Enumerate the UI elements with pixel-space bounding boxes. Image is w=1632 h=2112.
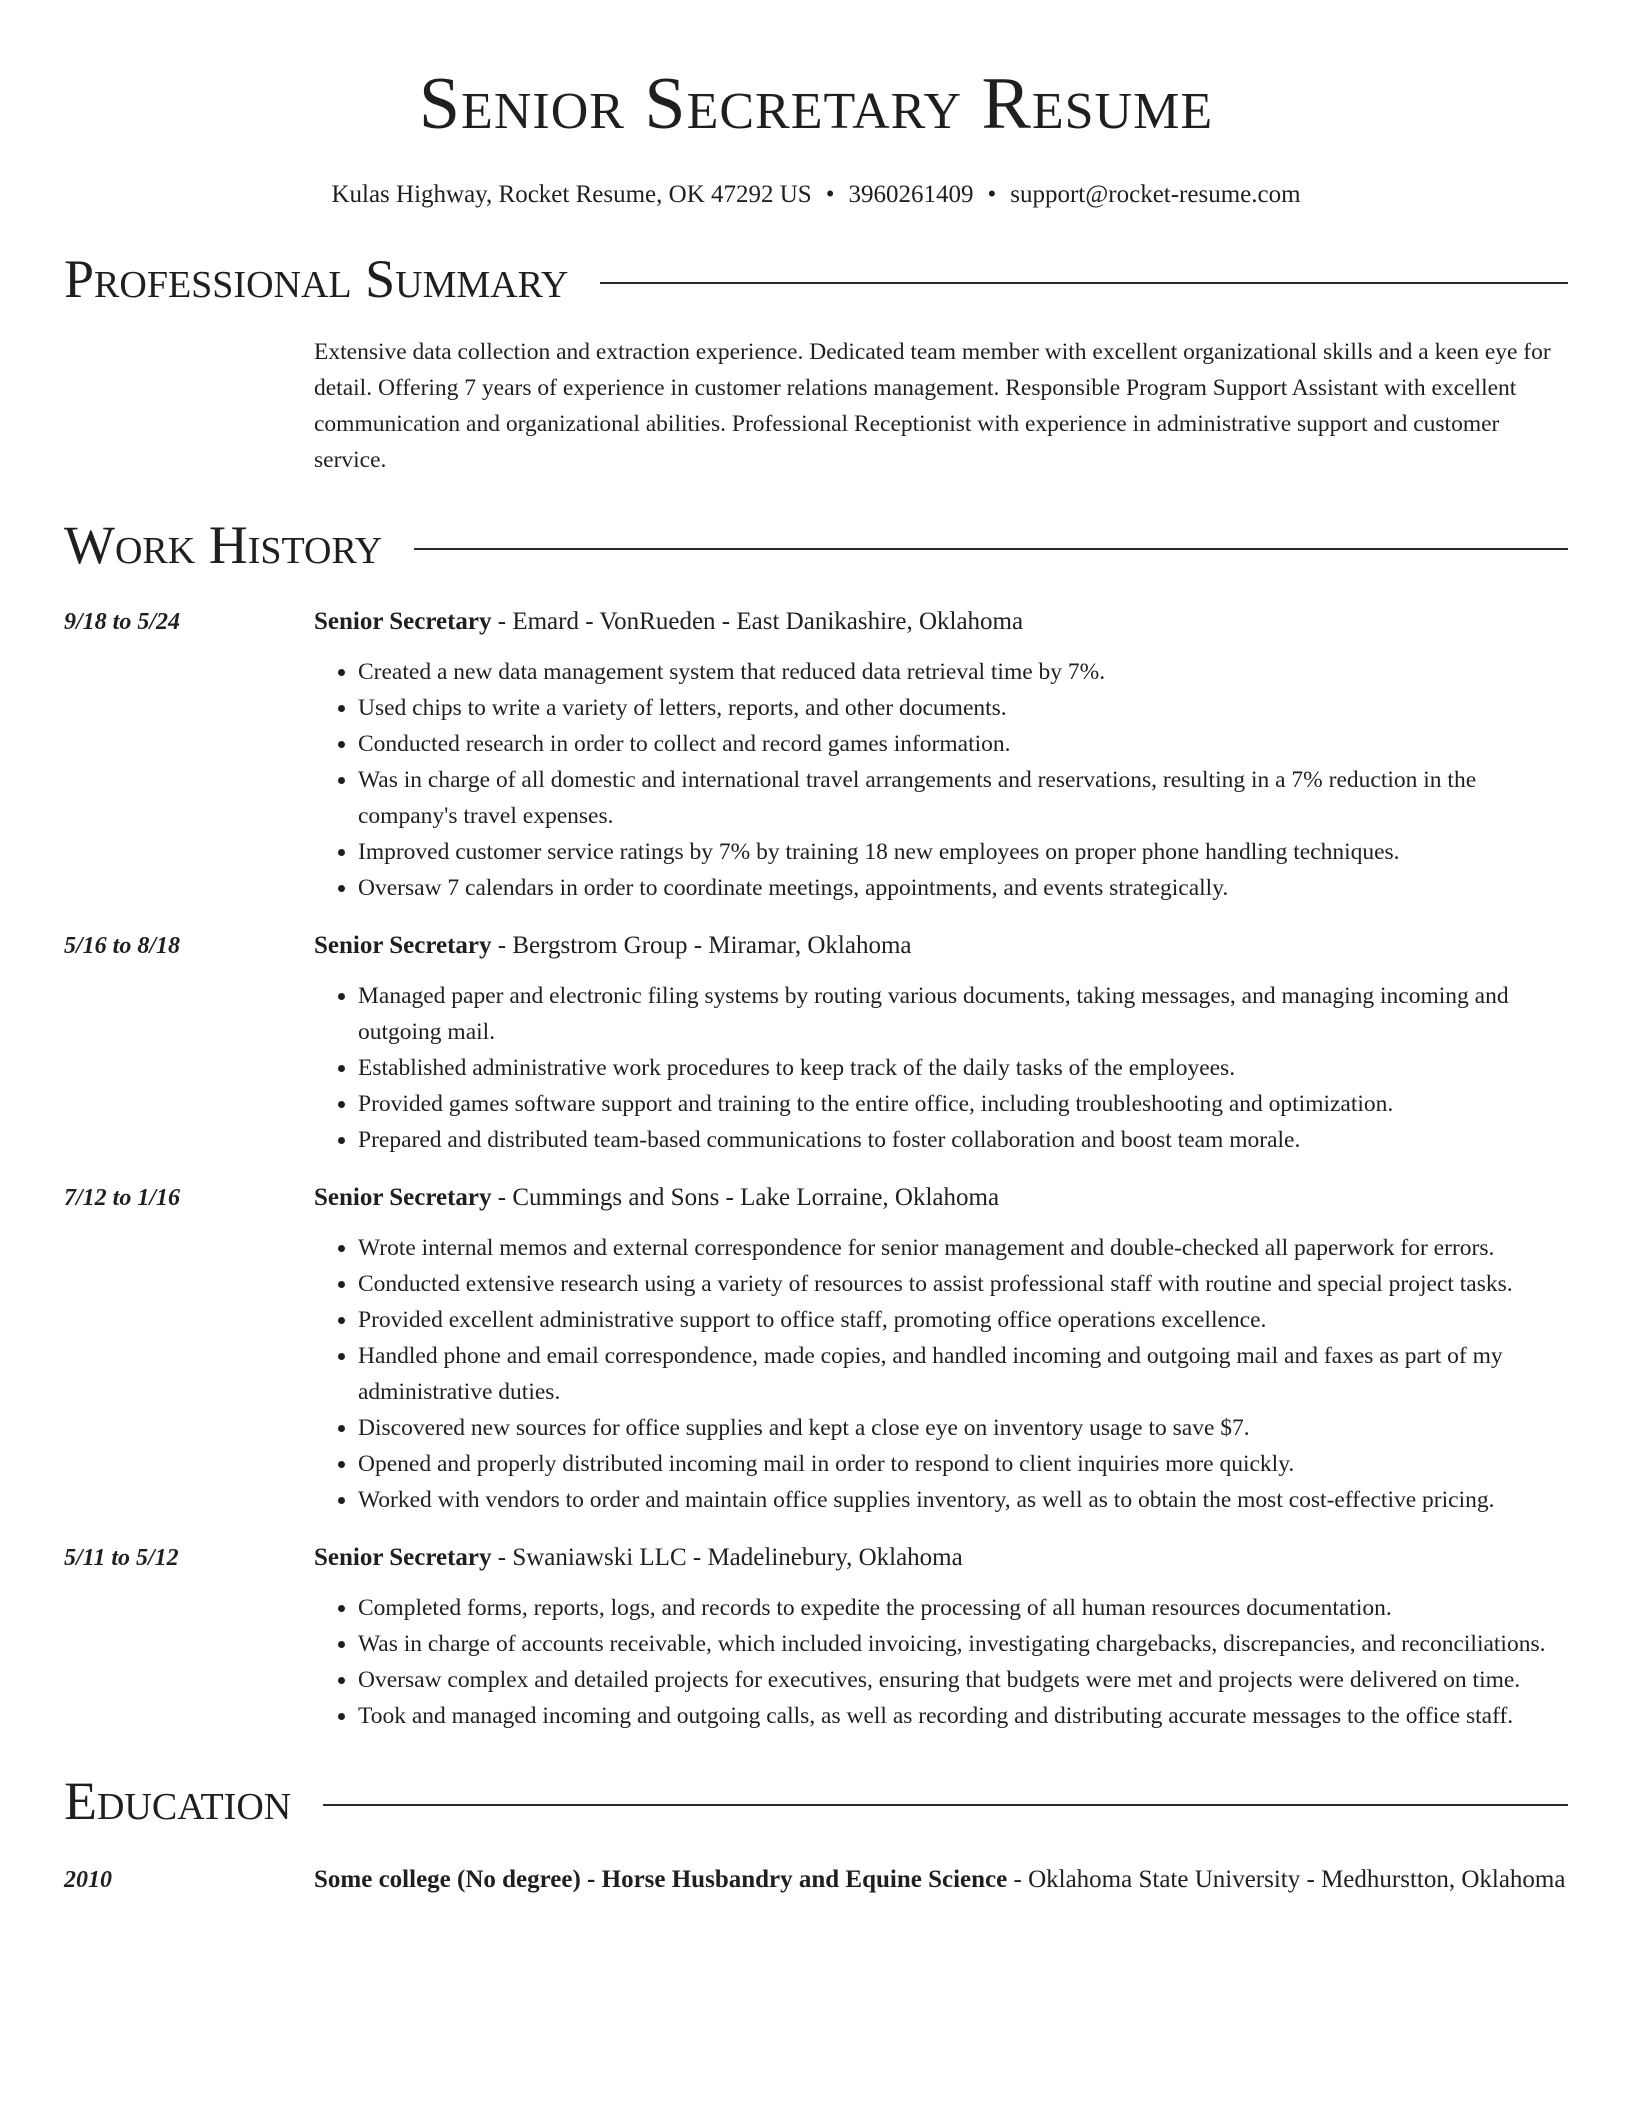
education-details: - Oklahoma State University - Medhurstton, Oklahoma xyxy=(1007,1866,1566,1893)
job-bullet: • Provided games software support and training to the entire office, including troubleshooting and optimization. xyxy=(358,1086,1568,1122)
job-dates: 9/18 to 5/24 xyxy=(64,609,181,635)
contact-email: support@rocket-resume.com xyxy=(1010,181,1301,208)
job-role: Senior Secretary xyxy=(314,932,492,959)
contact-phone: 3960261409 xyxy=(848,181,974,208)
education-entry xyxy=(64,1860,1568,1900)
job-bullet: • Took and managed incoming and outgoing calls, as well as recording and distributing accurate messages to the office staff. xyxy=(358,1698,1568,1734)
job-bullet: • Opened and properly distributed incoming mail in order to respond to client inquiries more quickly. xyxy=(358,1446,1568,1482)
job-entry xyxy=(64,1540,1568,1734)
section-title-summary: Professional Summary xyxy=(64,249,569,309)
education-content xyxy=(314,1860,1568,1900)
education-degree: Some college (No degree) - Horse Husbandry and Equine Science xyxy=(314,1866,1008,1893)
job-dates: 5/11 to 5/12 xyxy=(64,1545,179,1571)
job-headline xyxy=(314,1180,1568,1216)
education-section-header xyxy=(64,1770,1568,1832)
work-section-header xyxy=(64,514,1568,576)
section-title-education: Education xyxy=(64,1771,292,1831)
section-divider xyxy=(414,548,1568,550)
job-bullet: • Improved customer service ratings by 7% by training 18 new employees on proper phone handling techniques. xyxy=(358,834,1568,870)
job-bullet: • Discovered new sources for office supplies and kept a close eye on inventory usage to save $7. xyxy=(358,1410,1568,1446)
job-role: Senior Secretary xyxy=(314,608,492,635)
job-dates: 7/12 to 1/16 xyxy=(64,1185,181,1211)
section-divider xyxy=(600,282,1568,284)
job-bullets xyxy=(314,1590,1568,1734)
job-details: - Swaniawski LLC - Madelinebury, Oklahoma xyxy=(491,1544,963,1571)
summary-text: Extensive data collection and extraction experience. Dedicated team member with excellent organizational skills and a keen eye for detail. Offering 7 years of experience in customer relations management. Responsible Program Support Assistant with excellent communication and organizational abilities. Professional Receptionist with experience in administrative support and customer service. xyxy=(314,339,1551,473)
job-bullet: • Provided excellent administrative support to office staff, promoting office operations excellence. xyxy=(358,1302,1568,1338)
contact-address: Kulas Highway, Rocket Resume, OK 47292 US xyxy=(331,181,812,208)
job-bullet: • Conducted extensive research using a variety of resources to assist professional staff with routine and special project tasks. xyxy=(358,1266,1568,1302)
job-bullet: • Created a new data management system that reduced data retrieval time by 7%. xyxy=(358,654,1568,690)
job-headline xyxy=(314,928,1568,964)
job-bullet: • Handled phone and email correspondence, made copies, and handled incoming and outgoing mail and faxes as part of my administrative duties. xyxy=(358,1338,1568,1410)
contact-separator: • xyxy=(987,181,997,208)
job-bullet: • Used chips to write a variety of letters, reports, and other documents. xyxy=(358,690,1568,726)
job-bullet: • Oversaw 7 calendars in order to coordinate meetings, appointments, and events strategically. xyxy=(358,870,1568,906)
job-bullets xyxy=(314,1230,1568,1518)
job-bullet: • Worked with vendors to order and maintain office supplies inventory, as well as to obtain the most cost-effective pricing. xyxy=(358,1482,1568,1518)
section-divider xyxy=(323,1804,1568,1806)
contact-line xyxy=(64,178,1568,212)
job-bullet: • Completed forms, reports, logs, and records to expedite the processing of all human resources documentation. xyxy=(358,1590,1568,1626)
job-details: - Bergstrom Group - Miramar, Oklahoma xyxy=(491,932,912,959)
section-title-work: Work History xyxy=(64,515,383,575)
resume-title: Senior Secretary Resume xyxy=(418,63,1214,145)
job-headline xyxy=(314,1540,1568,1576)
job-details: - Cummings and Sons - Lake Lorraine, Oklahoma xyxy=(491,1184,1000,1211)
contact-separator: • xyxy=(825,181,835,208)
job-entry xyxy=(64,1180,1568,1518)
job-dates: 5/16 to 8/18 xyxy=(64,933,181,959)
job-bullet: • Wrote internal memos and external correspondence for senior management and double-checked all paperwork for errors. xyxy=(358,1230,1568,1266)
summary-section-header xyxy=(64,248,1568,310)
job-bullet: • Was in charge of accounts receivable, which included invoicing, investigating chargebacks, discrepancies, and reconciliations. xyxy=(358,1626,1568,1662)
education-year: 2010 xyxy=(64,1867,112,1893)
job-bullet: • Prepared and distributed team-based communications to foster collaboration and boost team morale. xyxy=(358,1122,1568,1158)
job-bullet: • Established administrative work procedures to keep track of the daily tasks of the employees. xyxy=(358,1050,1568,1086)
job-bullets xyxy=(314,978,1568,1158)
job-details: - Emard - VonRueden - East Danikashire, Oklahoma xyxy=(491,608,1024,635)
job-role: Senior Secretary xyxy=(314,1544,492,1571)
job-bullet: • Conducted research in order to collect and record games information. xyxy=(358,726,1568,762)
job-entry xyxy=(64,928,1568,1158)
job-bullet: • Was in charge of all domestic and international travel arrangements and reservations, resulting in a 7% reduction in the company's travel expenses. xyxy=(358,762,1568,834)
job-bullets xyxy=(314,654,1568,906)
job-entry xyxy=(64,604,1568,906)
job-bullet: • Managed paper and electronic filing systems by routing various documents, taking messages, and managing incoming and outgoing mail. xyxy=(358,978,1568,1050)
job-bullet: • Oversaw complex and detailed projects for executives, ensuring that budgets were met and projects were delivered on time. xyxy=(358,1662,1568,1698)
job-role: Senior Secretary xyxy=(314,1184,492,1211)
job-headline xyxy=(314,604,1568,640)
